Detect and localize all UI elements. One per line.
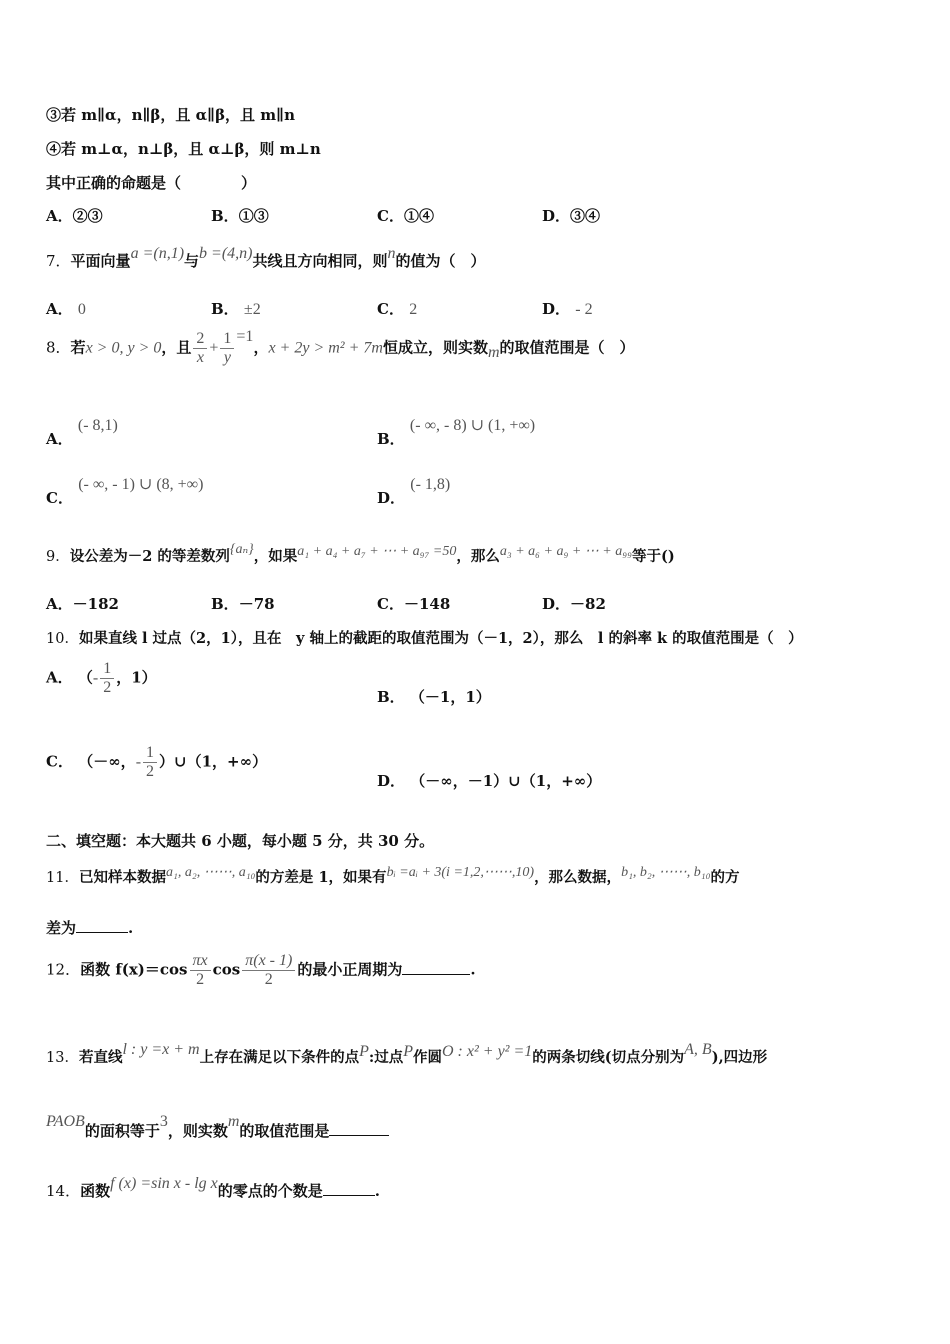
q8-option-c: C． (- ∞, - 1) ∪ (8, +∞) [46,476,204,507]
q12-answer-blank[interactable] [402,960,470,975]
q7-option-b: B． ±2 [211,300,261,318]
q8-fraction-2-over-x: $\frac{2}{x}$ [193,330,207,367]
q9-option-c: C．－148 [377,595,451,613]
q12-fraction-pi-x-minus-1-over-2: $\frac{\pi(x - 1)}{2}$ [242,952,295,989]
q8-option-b: B． (- ∞, - 8) ∪ (1, +∞) [377,417,536,448]
q6-item-4: ④若 m⊥α，n⊥β，且 α⊥β，则 m⊥n [46,140,321,158]
q14-stem: 14．函数f (x) =sin x - lg x的零点的个数是 . [46,1175,381,1200]
q7-option-a: A． 0 [46,300,86,318]
q8-option-a: A． (- 8,1) [46,417,118,448]
q9-option-d: D．－82 [542,595,606,613]
q6-option-b: B．①③ [211,207,269,225]
q8-option-d: D． (- 1,8) [377,476,451,507]
q14-answer-blank[interactable] [323,1181,375,1196]
q12-stem: 12．函数 f(x)＝cos $\frac{\pi x}{2}$ cos $\frac{\pi(x - 1)}{2}$ 的最小正周期为 . [46,952,476,988]
q7-stem: 7．平面向量a =(n,1)与b =(4,n)共线且方向相同，则n的值为（ ） [46,245,486,270]
q10-option-a: A． （- $\frac{1}{2}$ ，1） [46,660,157,696]
q10-c-fraction: $\frac{1}{2}$ [143,744,157,781]
section-2-heading: 二、填空题：本大题共 6 小题，每小题 5 分，共 30 分。 [46,832,435,850]
q11-answer-blank[interactable] [76,918,128,933]
q10-a-fraction: $\frac{1}{2}$ [100,660,114,697]
q6-prompt: 其中正确的命题是（ ） [46,174,257,192]
q6-option-a: A．②③ [46,207,103,225]
q8-fraction-1-over-y: $\frac{1}{y}$ [220,330,234,367]
q10-option-d: D． （－∞，－1）∪（1，+∞） [377,772,602,790]
q13-stem-continued: PAOB的面积等于3，则实数m的取值范围是 [46,1120,389,1141]
q6-item-3: ③若 m∥α，n∥β，且 α∥β，且 m∥n [46,106,295,124]
q9-stem: 9．设公差为－2 的等差数列{aₙ}，如果a₁ + a₄ + a₇ + ⋯ + a₉₇ =50，那么a₃ + a₆ + a₉ + ⋯ + a₉₉等于() [46,542,675,565]
q10-stem: 10．如果直线 l 过点（2，1），且在 y 轴上的截距的取值范围为（－1，2），那么 l 的斜率 k 的取值范围是（ ） [46,630,803,647]
q13-answer-blank[interactable] [329,1121,389,1136]
q10-option-b: B． （－1，1） [377,688,491,706]
q11-stem-continued: 差为 . [46,919,134,937]
q11-stem: 11．已知样本数据a₁, a₂, ⋯⋯, a₁₀的方差是 1，如果有bᵢ =aᵢ + 3(i =1,2,⋯⋯,10)，那么数据，b₁, b₂, ⋯⋯, b₁₀的方 [46,865,740,886]
q9-option-b: B．－78 [211,595,275,613]
q13-stem: 13．若直线l : y =x + m上存在满足以下条件的点P:过点P作圆O : x² + y² =1的两条切线(切点分别为A, B),四边形 [46,1041,768,1066]
q7-option-c: C． 2 [377,300,418,318]
q10-option-c: C． （－∞，- $\frac{1}{2}$ ）∪（1，+∞） [46,744,268,780]
q8-stem: 8．若x > 0, y > 0，且 $\frac{2}{x}$ + $\frac{1}{y}$ =1，x + 2y > m² + 7m恒成立，则实数m的取值范围是（ ） [46,327,635,366]
q12-fraction-pix-over-2: $\frac{\pi x}{2}$ [190,952,211,989]
q6-option-c: C．①④ [377,207,434,225]
q6-option-d: D．③④ [542,207,601,225]
q7-option-d: D． - 2 [542,300,593,318]
q9-option-a: A．－182 [46,595,119,613]
